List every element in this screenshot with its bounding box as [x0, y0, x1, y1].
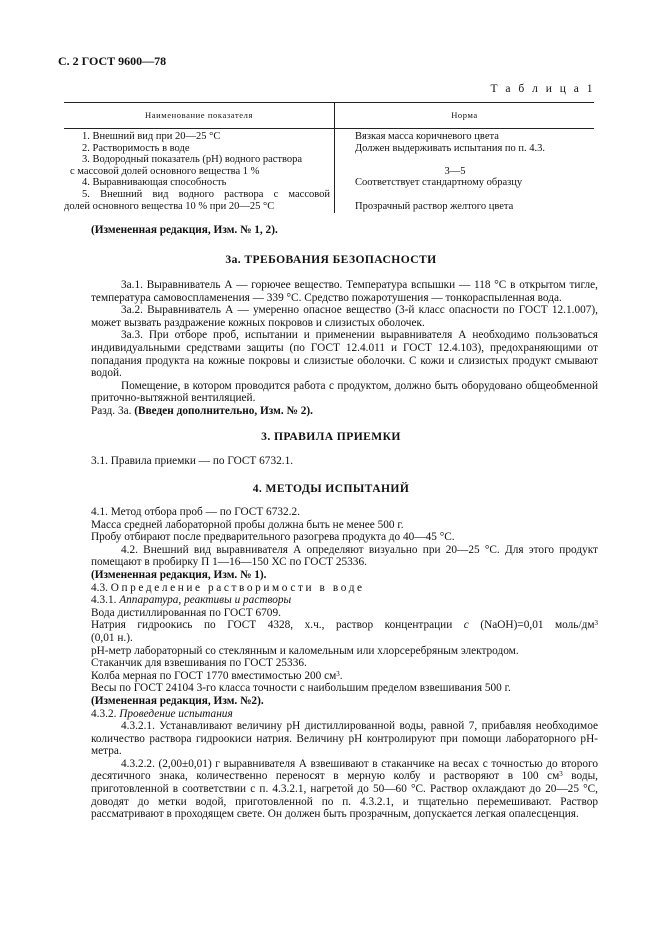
paragraph: Вода дистиллированная по ГОСТ 6709.	[91, 606, 281, 619]
paragraph: Колба мерная по ГОСТ 1770 вместимостью 200 $см^3$.	[91, 669, 343, 682]
section-title-safety: 3а. ТРЕБОВАНИЯ БЕЗОПАСНОСТИ	[225, 253, 437, 266]
paragraph: Стаканчик для взвешивания по ГОСТ 25336.	[91, 657, 307, 670]
section-acceptance-body	[91, 455, 598, 468]
table-cell: 4. Выравнивающая способность	[82, 177, 227, 189]
paragraph: 3а.1. Выравниватель А — горючее вещество. Температура вспышки — 118 °С в открытом тигле, температура самовоспламенения — 339 °С. Средство пожаротушения — тонкораспыленная вода.	[91, 279, 598, 304]
section-test-methods-body	[91, 506, 598, 821]
paragraph: 4.1. Метод отбора проб — по ГОСТ 6732.2.	[91, 506, 300, 518]
table-amendment-note: (Измененная редакция, Изм. № 1, 2).	[91, 224, 278, 236]
table-cell: Соответствует стандартному образцу	[355, 177, 523, 189]
paragraph: (0,01 н.).	[91, 631, 133, 644]
amendment-note: (Измененная редакция, Изм. № 1).	[91, 568, 267, 581]
paragraph: Натрия гидроокись по ГОСТ 4328, х.ч., раствор концентрации c (NaOH)=0,01 моль/$дм^3$	[91, 619, 598, 632]
paragraph: Пробу отбирают после предварительного разогрева продукта до 40—45 °С.	[91, 531, 455, 544]
table-cell: с массовой долей основного вещества 1 %	[70, 165, 260, 177]
table-cell: Должен выдерживать испытания по п. 4.3.	[355, 142, 546, 154]
table-cell: 2. Растворимость в воде	[82, 142, 190, 154]
norm-cell	[335, 129, 595, 214]
paragraph: 3а.3. При отборе проб, испытании и применении выравнивателя А необходимо пользоваться индивидуальными средствами защиты (по ГОСТ 12.4.011 и ГОСТ 12.4.103), предохраняющими от попадания продукта на кожные покровы и слизистые оболочки. С кожи и слизистых продукт смывают водой.	[91, 329, 598, 380]
paragraph: pH-метр лабораторный со стеклянным и каломельным или хлорсеребряным электродом.	[91, 644, 519, 657]
table-cell: Вязкая масса коричневого цвета	[355, 131, 499, 142]
subsection-heading: 4.3.2. Проведение испытания	[91, 707, 233, 720]
table-cell: 3. Водородный показатель (pH) водного раствора	[82, 154, 303, 166]
paragraph: Весы по ГОСТ 24104 3-го класса точности с наибольшим пределом взвешивания 500 г.	[91, 682, 511, 695]
column-header-indicator: Наименование показателя	[64, 103, 335, 129]
subsection-heading: 4.3.1. Аппаратура, реактивы и растворы	[91, 594, 292, 607]
paragraph: 4.3.2.2. (2,00±0,01) г выравнивателя А взвешивают в стаканчике на весах с точностью до второго десятичного знака, количественно переносят в мерную колбу и растворяют в 100 $см^3$ воды, приготовленной в соответствии с п. 4.3.2.1, нагретой до 50—60 °С. Раствор охлаждают до 20—25 °С, доводят до метки водой, приготовленной по п. 4.3.2.1, и тщательно перемешивают. Раствор рассматривают в проходящем свете. Он должен быть прозрачным, допускается легкая опалесценция.	[91, 757, 598, 821]
table-caption: Т а б л и ц а 1	[490, 83, 595, 95]
indicator-cell	[64, 129, 335, 214]
column-header-norm: Норма	[335, 103, 595, 129]
section-title-acceptance: 3. ПРАВИЛА ПРИЕМКИ	[261, 430, 401, 443]
table-cell: 5. Внешний вид водного раствора с массовой	[82, 188, 330, 200]
paragraph: 3а.2. Выравниватель А — умеренно опасное вещество (3-й класс опасности по ГОСТ 12.1.007), может вызвать раздражение кожных покровов и слизистых оболочек.	[91, 304, 598, 329]
paragraph: Помещение, в котором проводится работа с продуктом, должно быть оборудовано общеобменной приточно-вытяжной вентиляцией.	[91, 379, 598, 405]
table-row	[64, 129, 594, 214]
subsection-heading: 4.3. Определение растворимости в воде	[91, 581, 365, 594]
table-cell: Прозрачный раствор желтого цвета	[355, 200, 514, 212]
indicators-table	[64, 102, 594, 213]
paragraph: 4.2. Внешний вид выравнивателя А определяют визуально при 20—25 °С. Для этого продукт помещают в пробирку П 1—16—150 ХС по ГОСТ 25336.	[91, 543, 598, 569]
table-cell: 3—5	[444, 165, 466, 177]
section-safety-body	[91, 279, 598, 418]
paragraph: Масса средней лабораторной пробы должна быть не менее 500 г.	[91, 518, 404, 531]
table-cell: 1. Внешний вид при 20—25 °С	[82, 131, 221, 142]
paragraph: Разд. 3а. (Введен дополнительно, Изм. № 2).	[91, 404, 313, 417]
page-header: С. 2 ГОСТ 9600—78	[58, 54, 167, 68]
paragraph: 4.3.2.1. Устанавливают величину pH дистиллированной воды, равной 7, прибавляя необходимое количество раствора гидроокиси натрия. Величину pH контролируют при помощи лабораторного pH-метра.	[91, 720, 598, 758]
section-title-test-methods: 4. МЕТОДЫ ИСПЫТАНИЙ	[252, 482, 410, 495]
paragraph: 3.1. Правила приемки — по ГОСТ 6732.1.	[91, 455, 294, 467]
amendment-note: (Измененная редакция, Изм. №2).	[91, 694, 264, 707]
table-cell: долей основного вещества 10 % при 20—25 °С	[64, 200, 275, 212]
